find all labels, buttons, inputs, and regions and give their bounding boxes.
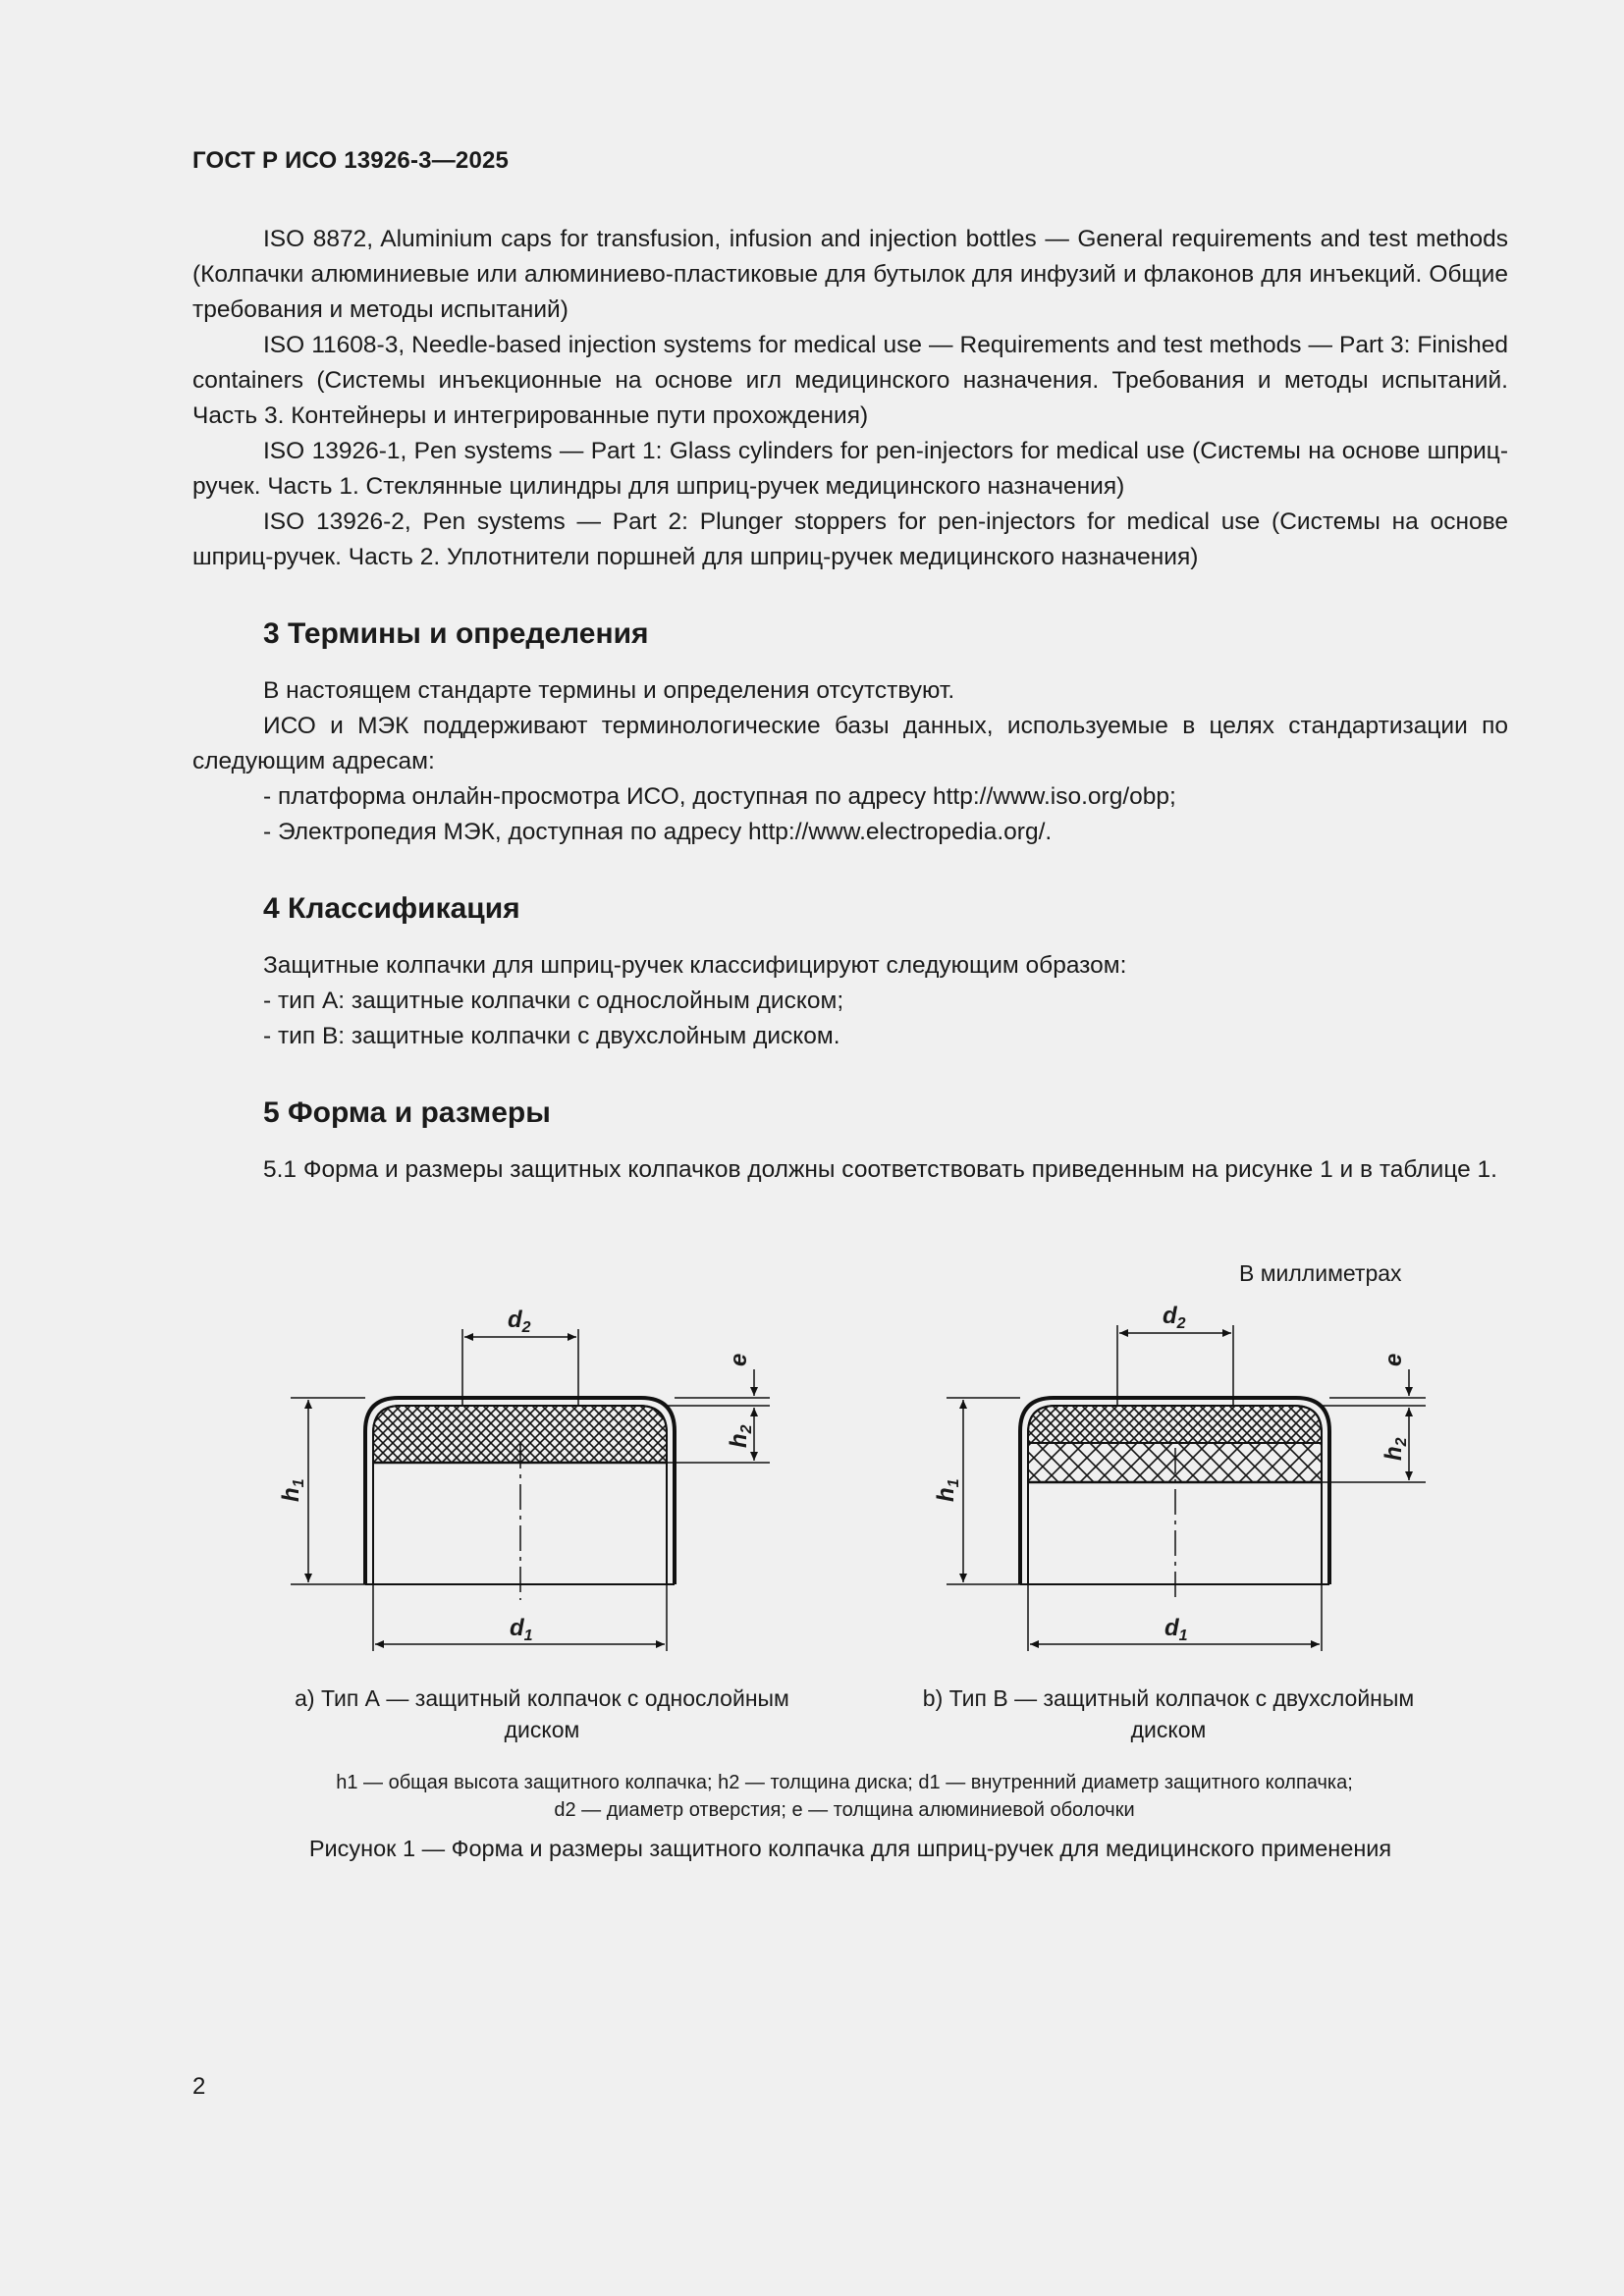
cap-a-d2-label: $d_2$ [508,1307,531,1336]
section-3-list-item: - платформа онлайн-просмотра ИСО, доступная по адресу http://www.iso.org/obp; [263,783,1176,810]
section-4-list-item: - тип А: защитные колпачки с однослойным диском; [263,988,844,1014]
cap-type-b-drawing [947,1325,1426,1651]
document-header: ГОСТ Р ИСО 13926-3—2025 [192,147,510,174]
cap-b-d2-label: $d_2$ [1163,1303,1186,1332]
figure-legend-line: d2 — диаметр отверстия; e — толщина алюминиевой оболочки [554,1799,1135,1821]
cap-b-h1-label: $h_1$ [933,1478,962,1502]
cap-a-h2-label: $h_2$ [726,1424,755,1448]
section-5-heading: 5 Форма и размеры [263,1096,551,1129]
figure-legend-line: h1 — общая высота защитного колпачка; h2 — толщина диска; d1 — внутренний диаметр защитного колпачка; [336,1772,1353,1793]
cap-b-h2-label: $h_2$ [1380,1437,1410,1461]
section-3-paragraph: ИСО и МЭК поддерживают терминологические базы данных, используемые в целях стандартизации по следующим адресам: [192,713,1508,774]
figure-caption-type-a: a) Тип А — защитный колпачок с однослойным диском [295,1685,789,1742]
page-number: 2 [192,2073,206,2100]
section-4-list-item: - тип В: защитные колпачки с двухслойным диском. [263,1023,840,1049]
cap-b-disc-top-layer [1028,1406,1322,1443]
cap-a-h1-label: $h_1$ [278,1478,307,1502]
reference-iso-13926-1: ISO 13926-1, Pen systems — Part 1: Glass cylinders for pen-injectors for medical use (Системы на основе шприц-ручек. Часть 1. Стеклянные цилиндры для шприц-ручек медицинского назначения) [192,438,1508,500]
cap-a-e-label: e [726,1353,752,1366]
section-3-list-item: - Электропедия МЭК, доступная по адресу http://www.electropedia.org/. [263,819,1053,845]
section-5-paragraph: 5.1 Форма и размеры защитных колпачков должны соответствовать приведенным на рисунке 1 и в таблице 1. [263,1156,1497,1183]
figure-caption-type-b: b) Тип В — защитный колпачок с двухслойным диском [922,1685,1415,1742]
cap-b-d1-label: $d_1$ [1164,1615,1188,1644]
reference-iso-13926-2: ISO 13926-2, Pen systems — Part 2: Plunger stoppers for pen-injectors for medical use (Системы на основе шприц-ручек. Часть 2. Уплотнители поршней для шприц-ручек медицинского назначения) [192,508,1508,570]
section-4-paragraph: Защитные колпачки для шприц-ручек классифицируют следующим образом: [263,952,1127,979]
units-note: В миллиметрах [1239,1260,1402,1286]
figure-legend [236,1769,1453,1824]
reference-iso-8872: ISO 8872, Aluminium caps for transfusion, infusion and injection bottles — General requirements and test methods (Колпачки алюминиевые или алюминиево-пластиковые для бутылок для инфузий и флаконов для инъекций. Общие требования и методы испытаний) [192,226,1508,323]
section-4-heading: 4 Классификация [263,892,520,925]
figure-title: Рисунок 1 — Форма и размеры защитного колпачка для шприц-ручек для медицинского применения [308,1836,1392,1861]
reference-iso-11608-3: ISO 11608-3, Needle-based injection systems for medical use — Requirements and test methods — Part 3: Finished containers (Системы инъекционные на основе игл медицинского назначения. Требования и методы испытаний. Часть 3. Контейнеры и интегрированные пути прохождения) [192,332,1508,429]
section-3-heading: 3 Термины и определения [263,617,649,650]
cap-a-d1-label: $d_1$ [510,1615,533,1644]
cap-b-e-label: e [1380,1353,1407,1366]
cap-type-a-drawing [291,1329,770,1651]
figure-1-drawing [0,1247,1624,1934]
page-content [192,222,1508,1188]
section-3-paragraph: В настоящем стандарте термины и определения отсутствуют. [263,677,955,704]
